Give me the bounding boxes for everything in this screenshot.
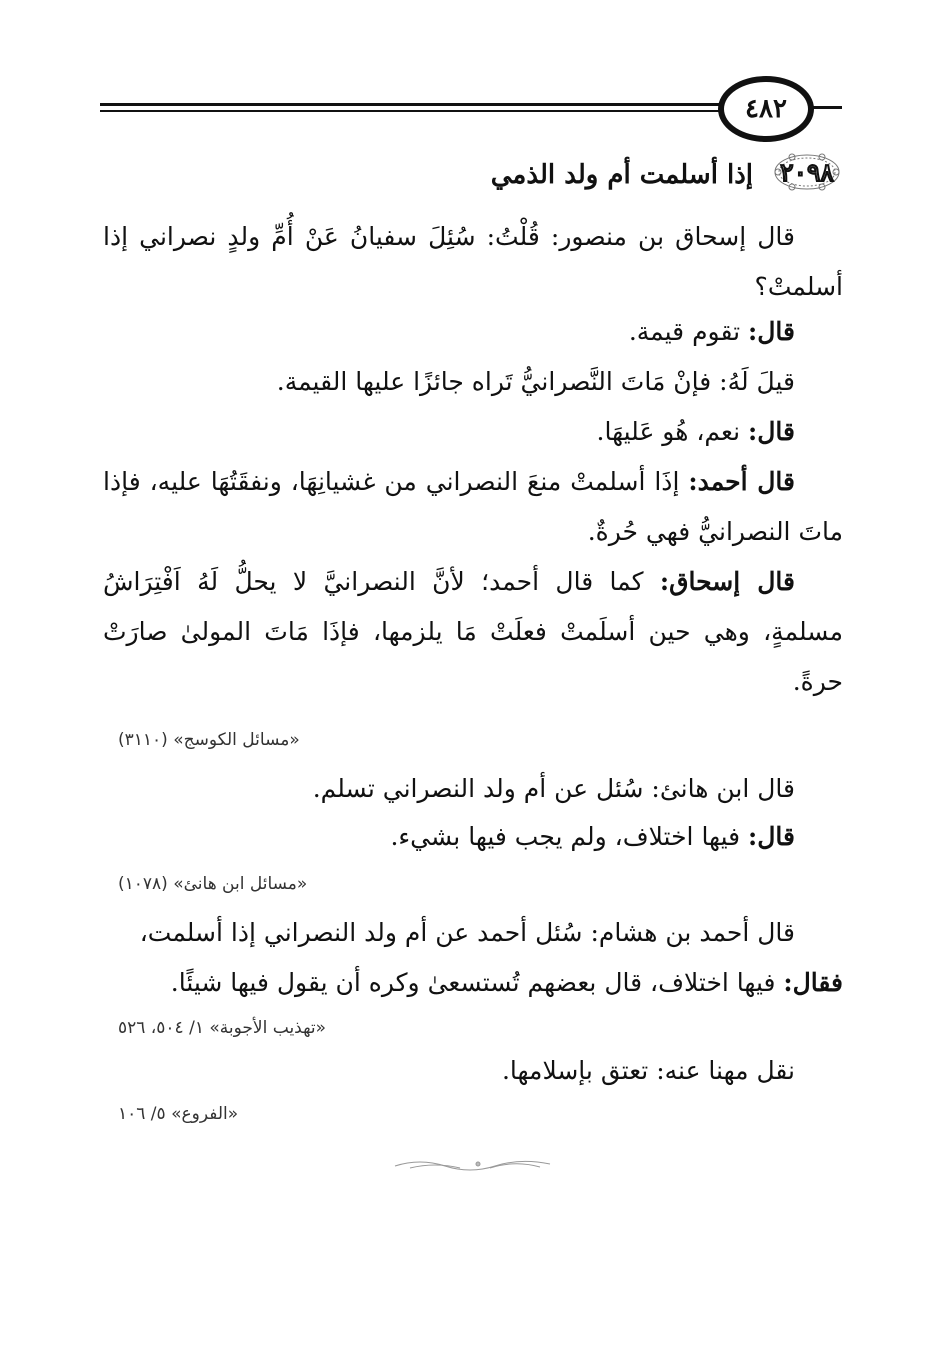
header-rule-bottom bbox=[100, 110, 730, 112]
paragraph-text: فيها اختلاف، قال بعضهم تُستسعىٰ وكره أن يقول فيها شيئًا. bbox=[170, 968, 784, 997]
speaker-label: قال أحمد: bbox=[688, 467, 795, 496]
paragraph-text: قال أحمد بن هشام: سُئل أحمد عن أم ولد النصراني إذا أسلمت، bbox=[139, 918, 795, 947]
paragraph-text: إذَا أسلمتْ منعَ النصراني من غشيانِهَا، ونفقَتُهَا عليه، فإذا ماتَ النصرانيُّ فهي حُرةٌ. bbox=[103, 467, 843, 546]
speaker-label: فقال: bbox=[783, 968, 843, 997]
page-number: ٤٨٢ bbox=[718, 76, 814, 142]
paragraph-answer bbox=[103, 812, 843, 862]
paragraph-text: قال ابن هانئ: سُئل عن أم ولد النصراني تسلم. bbox=[312, 774, 795, 803]
paragraph-ishaq bbox=[103, 557, 843, 707]
paragraph-text: تقوم قيمة. bbox=[628, 317, 749, 346]
paragraph-text: فيها اختلاف، ولم يجب فيها بشيء. bbox=[390, 822, 749, 851]
paragraph-muhanna bbox=[103, 1046, 843, 1096]
speaker-label: قال: bbox=[748, 822, 795, 851]
divider-ornament-icon bbox=[390, 1156, 570, 1172]
source-citation: «تهذيب الأجوبة» ١/ ٥٠٤، ٥٢٦ bbox=[118, 1018, 327, 1038]
header-rule-top bbox=[100, 103, 730, 106]
paragraph-text: نقل مهنا عنه: تعتق بإسلامها. bbox=[501, 1056, 795, 1085]
speaker-label: قال إسحاق: bbox=[659, 567, 796, 596]
paragraph-ibn-hani bbox=[103, 764, 843, 814]
source-citation: «مسائل الكوسج» (٣١١٠) bbox=[118, 730, 300, 750]
paragraph-text: نعم، هُو عَليهَا. bbox=[596, 417, 749, 446]
source-citation: «مسائل ابن هانئ» (١٠٧٨) bbox=[118, 874, 308, 894]
speaker-label: قال: bbox=[748, 317, 795, 346]
paragraph-text: قال إسحاق بن منصور: قُلْتُ: سُئِلَ سفيانُ عَنْ أُمِّ ولدٍ نصراني إذا أسلمتْ؟ bbox=[103, 222, 843, 301]
paragraph-answer bbox=[103, 307, 843, 357]
paragraph-text: قيلَ لَهُ: فإنْ مَاتَ النَّصرانيُّ تَراه جائزًا عليها القيمة. bbox=[276, 367, 795, 396]
paragraph-answer bbox=[103, 958, 843, 1008]
source-citation: «الفروع» ٥/ ١٠٦ bbox=[118, 1104, 239, 1124]
paragraph-ahmad bbox=[103, 457, 843, 557]
paragraph-question bbox=[103, 212, 843, 312]
paragraph-answer bbox=[103, 407, 843, 457]
chapter-title: إذا أسلمت أم ولد الذمي bbox=[490, 160, 753, 190]
paragraph-ibn-hisham bbox=[103, 908, 843, 958]
issue-number-badge bbox=[772, 152, 842, 192]
speaker-label: قال: bbox=[748, 417, 795, 446]
paragraph-followup bbox=[103, 357, 843, 407]
paragraph-text: كما قال أحمد؛ لأنَّ النصرانيَّ لا يحلُّ لَهُ اَفْتِرَاشُ مسلمةٍ، وهي حين أسلَمتْ فعلَتْ مَا يلزمها، فإذَا مَاتَ المولىٰ صارَتْ حرةً. bbox=[103, 567, 843, 696]
issue-number: ٢٠٩٨ bbox=[780, 157, 834, 187]
